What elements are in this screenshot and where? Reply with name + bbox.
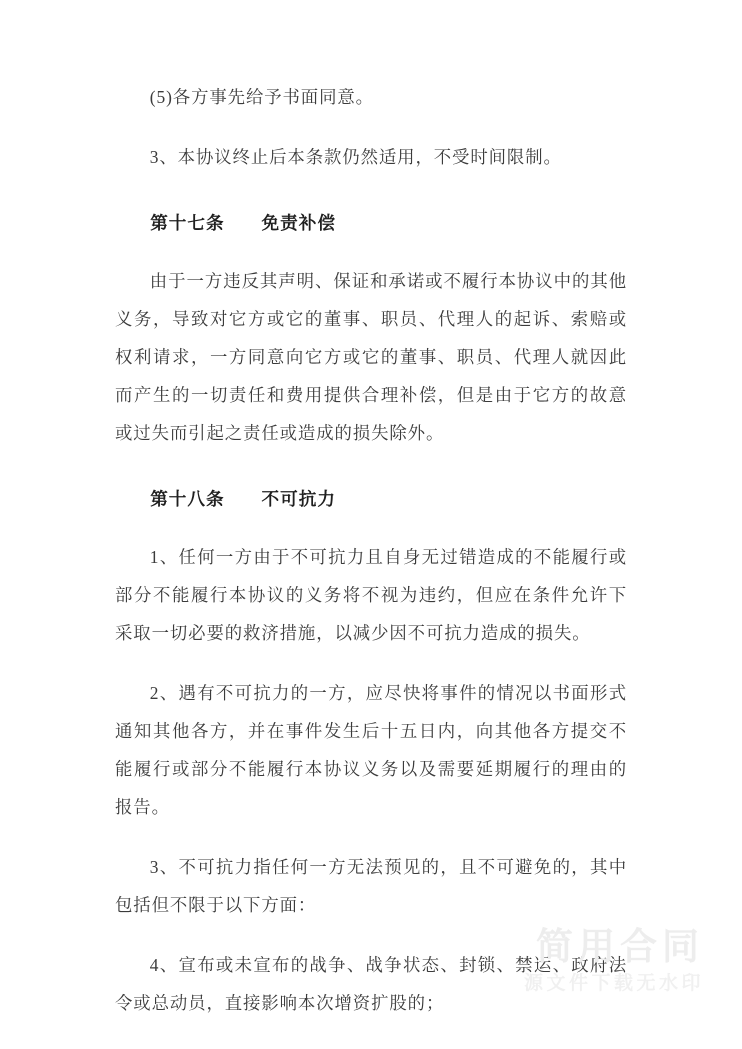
paragraph-spacer	[115, 826, 627, 848]
section-spacer	[115, 176, 627, 206]
section-spacer	[115, 452, 627, 482]
paragraph-clause-16-item-5: (5)各方事先给予书面同意。	[149, 87, 374, 107]
heading-article-17	[115, 206, 627, 240]
heading-article-18-title: 不可抗力	[261, 489, 336, 509]
paragraph-article-18-item-3: 3、不可抗力指任何一方无法预见的，且不可避免的，其中包括但不限于以下方面：	[115, 857, 627, 915]
watermark-tagline-text: 源文件下载无水印	[523, 972, 704, 995]
heading-article-17-number: 第十七条	[150, 213, 225, 233]
paragraph-spacer	[115, 116, 627, 138]
heading-spacer	[115, 240, 627, 262]
heading-article-17-title: 免责补偿	[261, 213, 336, 233]
document-body	[115, 78, 627, 1022]
heading-spacer	[115, 516, 627, 538]
paragraph-article-17-body: 由于一方违反其声明、保证和承诺或不履行本协议中的其他义务，导致对它方或它的董事、职员、代理人的起诉、索赔或权利请求，一方同意向它方或它的董事、职员、代理人就因此而产生的一切责任和费用提供合理补偿，但是由于它方的故意或过失而引起之责任或造成的损失除外。	[115, 271, 627, 443]
paragraph-spacer	[115, 652, 627, 674]
paragraph-article-18-item-2: 2、遇有不可抗力的一方，应尽快将事件的情况以书面形式通知其他各方，并在事件发生后十五日内，向其他各方提交不能履行或部分不能履行本协议义务以及需要延期履行的理由的报告。	[115, 683, 627, 817]
paragraph-clause-16-item-3: 3、本协议终止后本条款仍然适用，不受时间限制。	[149, 147, 562, 167]
paragraph-article-18-item-4: 4、宣布或未宣布的战争、战争状态、封锁、禁运、政府法令或总动员，直接影响本次增资扩股的；	[115, 955, 627, 1013]
heading-article-18-number: 第十八条	[150, 489, 225, 509]
paragraph-article-18-item-1: 1、任何一方由于不可抗力且自身无过错造成的不能履行或部分不能履行本协议的义务将不视为违约，但应在条件允许下采取一切必要的救济措施，以减少因不可抗力造成的损失。	[115, 547, 627, 643]
heading-article-18	[115, 482, 627, 516]
paragraph-spacer	[115, 924, 627, 946]
watermark-brand-text: 简用合同	[536, 924, 704, 968]
